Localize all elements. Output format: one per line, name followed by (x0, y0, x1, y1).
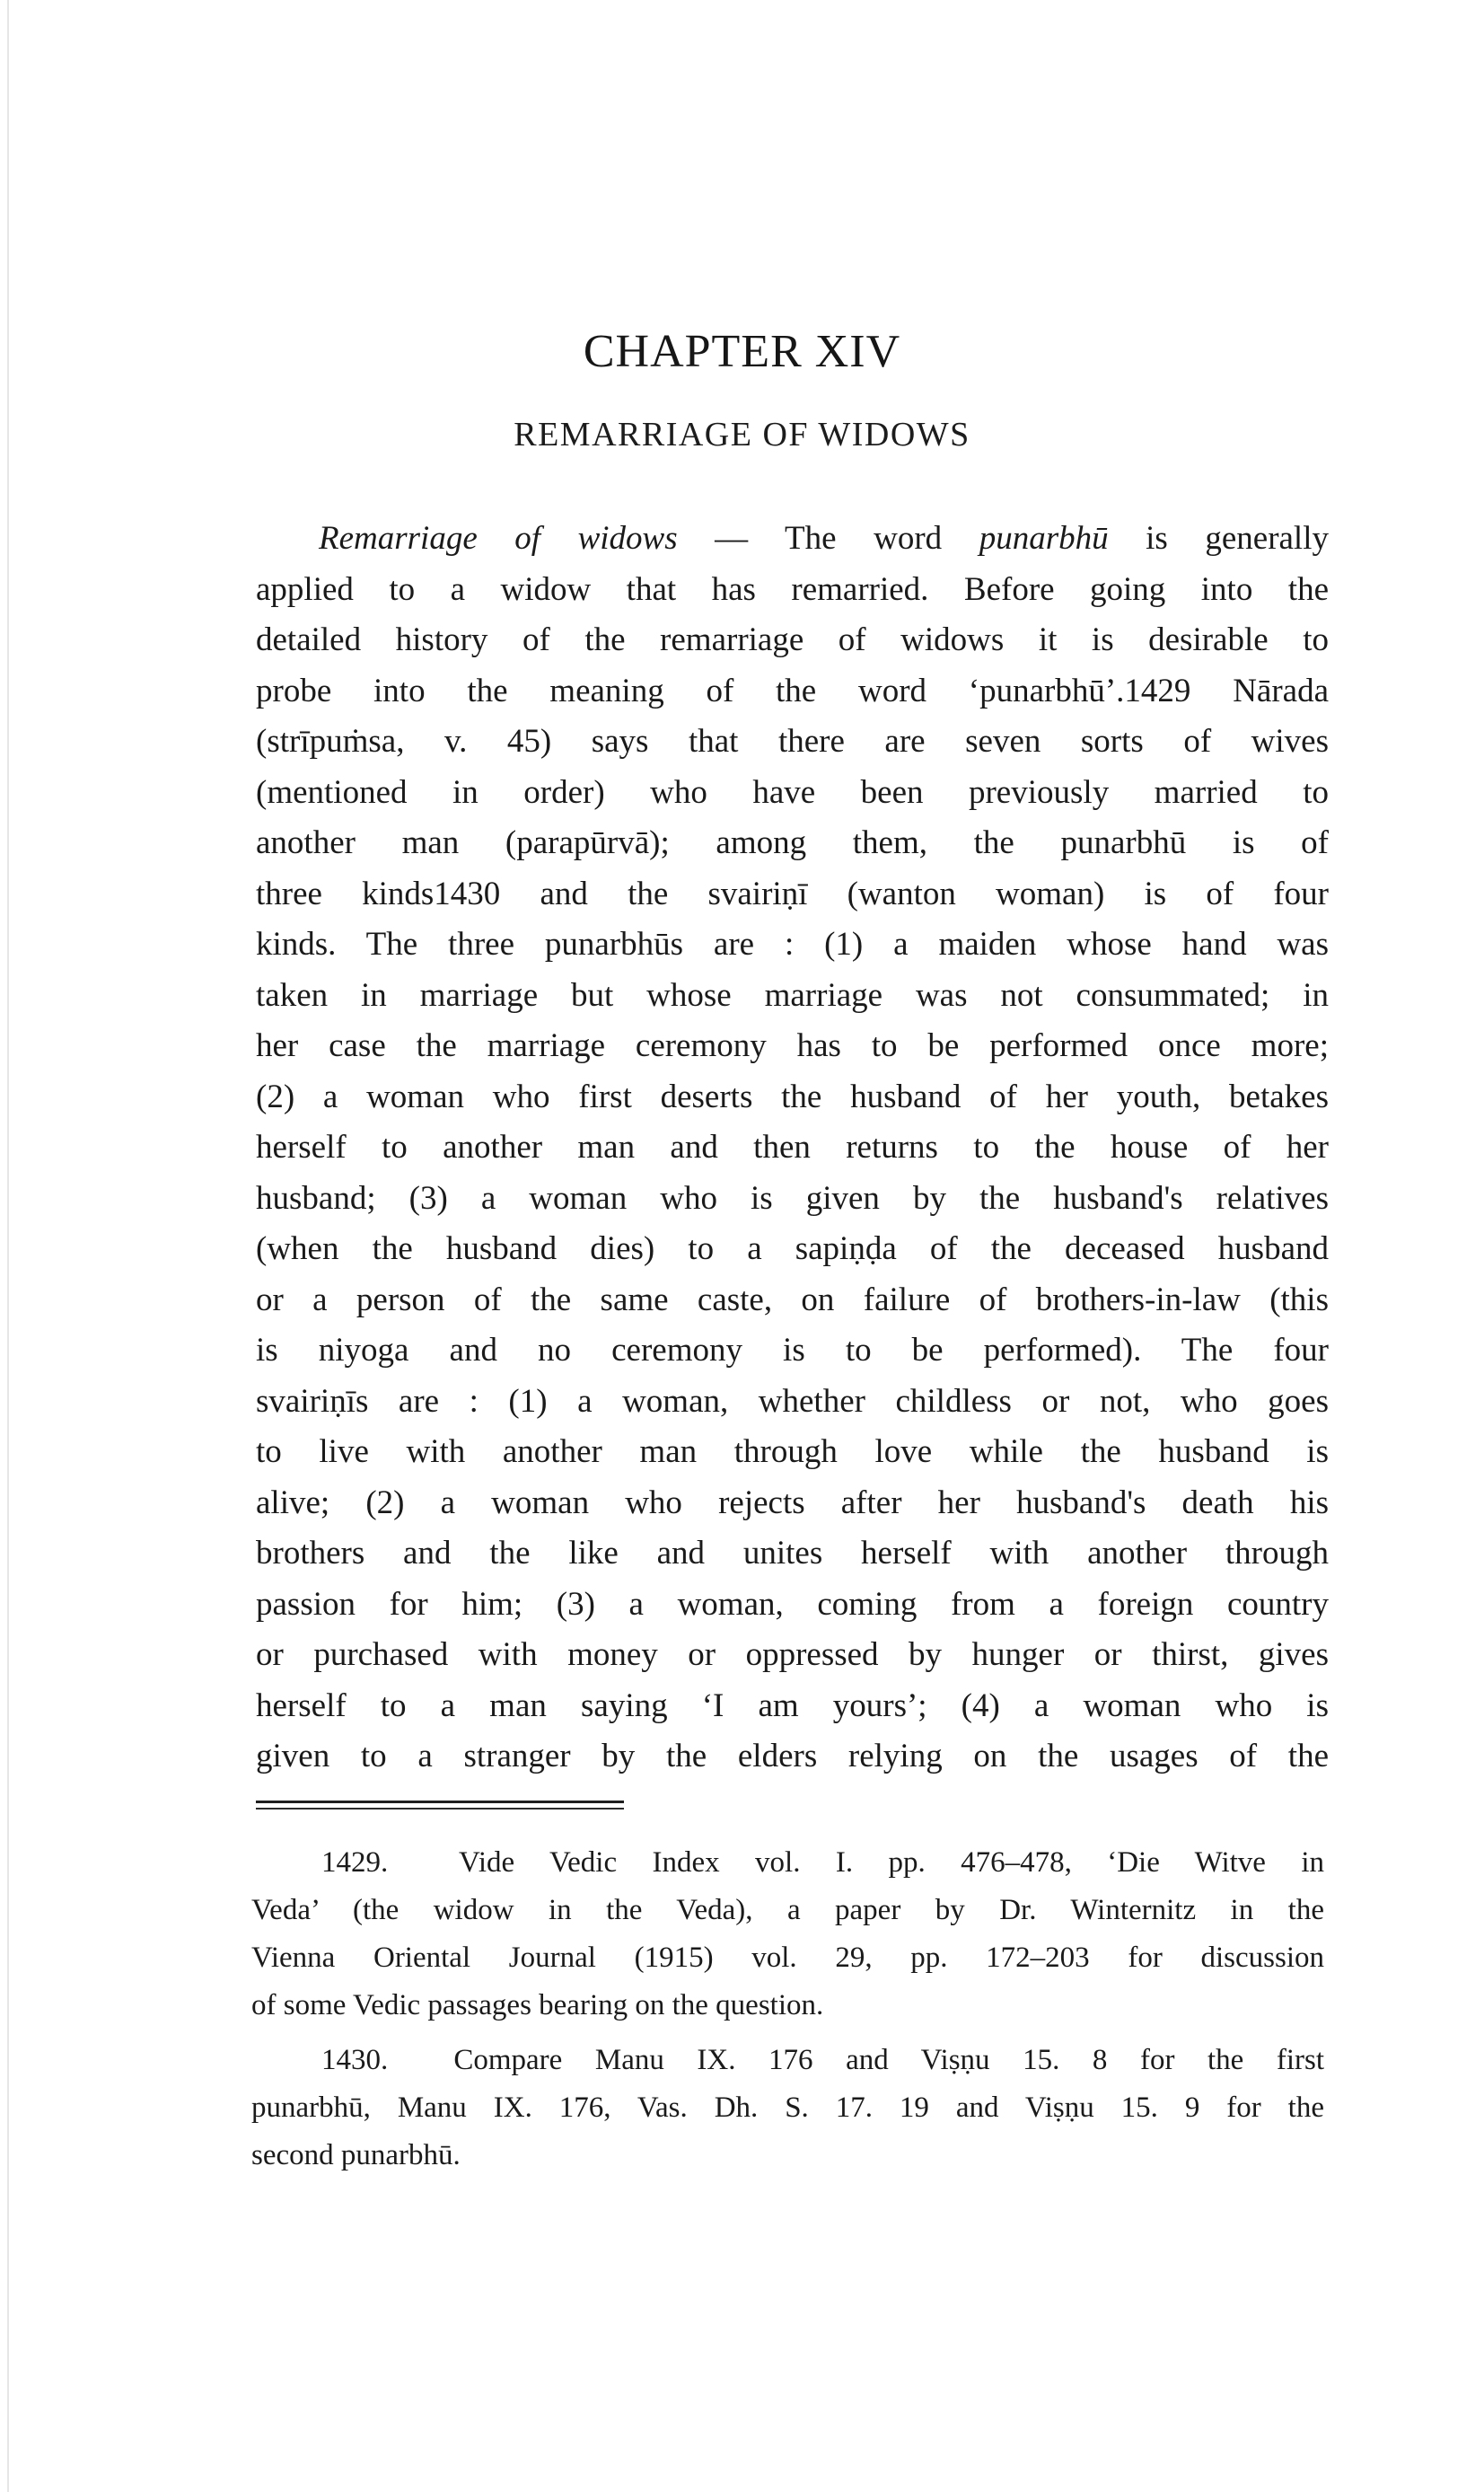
body-line: (2) a woman who first deserts the husband of her youth, betakes (256, 1078, 1329, 1115)
body-line: taken in marriage but whose marriage was not consummated; in (256, 976, 1329, 1014)
body-line: (mentioned in order) who have been previously married to (256, 773, 1329, 811)
body-line: her case the marriage ceremony has to be performed once more; (256, 1027, 1329, 1064)
footnotes (251, 1839, 1324, 2179)
footnote-1429 (251, 1839, 1324, 1887)
body-line: applied to a widow that has remarried. Before going into the (256, 570, 1329, 608)
lead-term: punarbhū (979, 520, 1109, 557)
body-line: to live with another man through love while the husband is (256, 1433, 1329, 1470)
body-line: probe into the meaning of the word ‘punarbhū’.1429 Nārada (256, 672, 1329, 709)
chapter-subtitle: REMARRIAGE OF WIDOWS (514, 416, 970, 453)
body-line: svairiṇīs are : (1) a woman, whether childless or not, who goes (256, 1382, 1329, 1420)
footnote-line: punarbhū, Manu IX. 176, Vas. Dh. S. 17. 19 and Viṣṇu 15. 9 for the (251, 2091, 1324, 2124)
lead-heading: Remarriage of widows (319, 520, 678, 557)
footnote-1430 (251, 2037, 1324, 2084)
footnote-separator-underline (256, 1808, 624, 1810)
body-text (256, 514, 1329, 1783)
footnote-number: 1429. (321, 1846, 389, 1879)
footnote-line: second punarbhū. (251, 2139, 461, 2171)
body-line: alive; (2) a woman who rejects after her husband's death his (256, 1484, 1329, 1521)
body-first-line (256, 514, 1329, 565)
footnote-text: Vide Vedic Index vol. I. pp. 476–478, ‘Die Witve in (459, 1846, 1324, 1879)
lead-dash: — The word (677, 520, 979, 557)
body-line: three kinds1430 and the svairiṇī (wanton woman) is of four (256, 875, 1329, 912)
body-line: brothers and the like and unites herself with another through (256, 1535, 1329, 1572)
body-line: husband; (3) a woman who is given by the husband's relatives (256, 1179, 1329, 1217)
body-line: or a person of the same caste, on failure of brothers-in-law (this (256, 1281, 1329, 1318)
body-line: given to a stranger by the elders relying on the usages of the (256, 1738, 1329, 1774)
footnote-separator (256, 1801, 624, 1803)
body-line: herself to another man and then returns to the house of her (256, 1129, 1329, 1166)
body-line: herself to a man saying ‘I am yours’; (4) a woman who is (256, 1686, 1329, 1724)
body-line: passion for him; (3) a woman, coming from a foreign country (256, 1585, 1329, 1623)
chapter-title: CHAPTER XIV (583, 326, 901, 377)
footnote-text: Compare Manu IX. 176 and Viṣṇu 15. 8 for the first (453, 2044, 1324, 2076)
lead-rest: is generally (1108, 520, 1329, 557)
body-line: (when the husband dies) to a sapiṇḍa of the deceased husband (256, 1230, 1329, 1267)
body-line: another man (parapūrvā); among them, the punarbhū is of (256, 824, 1329, 861)
footnote-number: 1430. (321, 2044, 389, 2076)
body-line: kinds. The three punarbhūs are : (1) a maiden whose hand was (256, 926, 1329, 963)
body-line: or purchased with money or oppressed by hunger or thirst, gives (256, 1636, 1329, 1673)
body-line: (strīpuṁsa, v. 45) says that there are seven sorts of wives (256, 723, 1329, 760)
footnote-line: Vienna Oriental Journal (1915) vol. 29, pp. 172–203 for discussion (251, 1942, 1324, 1974)
body-line: detailed history of the remarriage of widows it is desirable to (256, 621, 1329, 658)
body-line: is niyoga and no ceremony is to be performed). The four (256, 1332, 1329, 1369)
footnote-line: Veda’ (the widow in the Veda), a paper by Dr. Winternitz in the (251, 1894, 1324, 1926)
footnote-line: of some Vedic passages bearing on the question. (251, 1989, 824, 2021)
